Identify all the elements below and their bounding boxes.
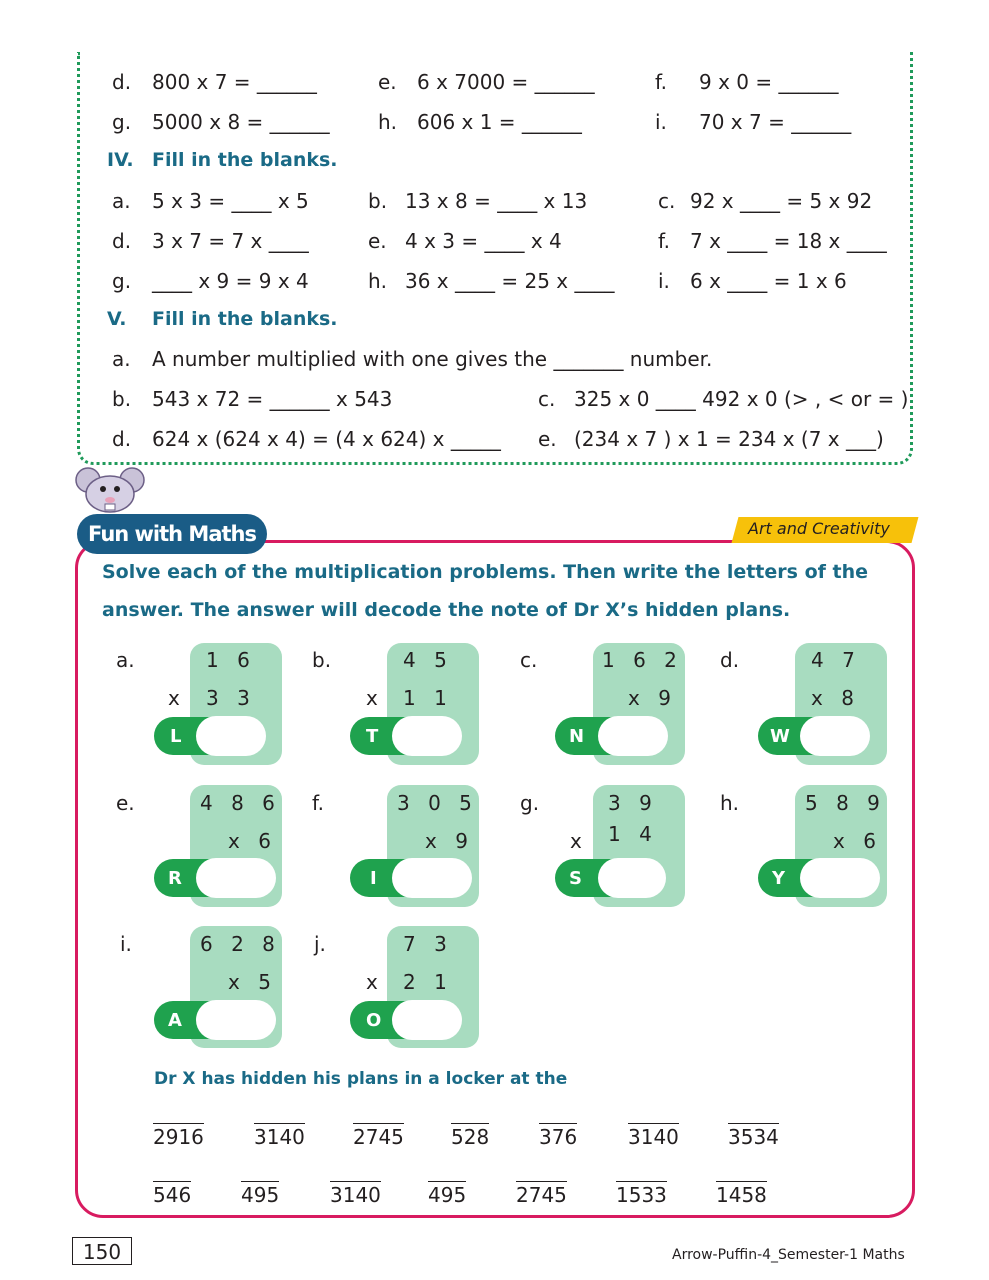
code-number: 3140 [254,1125,305,1149]
answer-letter: N [569,726,585,747]
item-text: A number multiplied with one gives the _______ number. [152,347,713,371]
problem-bottom-number: x 5 [228,970,277,994]
code-number: 495 [428,1183,467,1207]
item-text: 13 x 8 = ____ x 13 [405,189,588,213]
item-text: 5 x 3 = ____ x 5 [152,189,309,213]
answer-box[interactable] [392,716,462,756]
problem-label: f. [312,791,324,815]
item-text: (234 x 7 ) x 1 = 234 x (7 x ___) [574,427,884,451]
problem-bottom-number: 1 4 [608,822,658,846]
section-number: V. [107,308,127,330]
answer-box[interactable] [196,858,276,898]
item-text: 4 x 3 = ____ x 4 [405,229,562,253]
item-label: i. [658,269,670,293]
code-number: 376 [539,1125,578,1149]
item-text: 36 x ____ = 25 x ____ [405,269,615,293]
item-text: 800 x 7 = ______ [152,70,317,94]
code-number: 528 [451,1125,490,1149]
code-number: 2916 [153,1125,204,1149]
problem-top-number: 3 9 [608,791,658,815]
problem-bottom-number: 2 1 [403,970,453,994]
answer-box[interactable] [392,1000,462,1040]
item-text: 606 x 1 = ______ [417,110,582,134]
item-label: d. [112,229,132,253]
problem-label: d. [720,648,740,672]
answer-letter: Y [772,868,786,889]
problem-label: c. [520,648,538,672]
answer-letter: O [366,1010,382,1031]
problem-top-number: 3 0 5 [397,791,478,815]
answer-letter: I [370,868,377,889]
item-label: g. [112,269,132,293]
item-text: 7 x ____ = 18 x ____ [690,229,887,253]
item-text: 5000 x 8 = ______ [152,110,330,134]
footer-text: Arrow-Puffin-4_Semester-1 Maths [672,1247,905,1263]
item-text: ____ x 9 = 9 x 4 [152,269,309,293]
problem-top-number: 4 7 [811,648,861,672]
section-number: IV. [107,149,134,171]
code-number: 3534 [728,1125,779,1149]
item-label: c. [658,189,676,213]
item-label: a. [112,189,131,213]
item-label: e. [538,427,557,451]
item-text: 6 x 7000 = ______ [417,70,595,94]
problem-label: e. [116,791,135,815]
mouse-mascot-icon [74,464,146,518]
item-text: 92 x ____ = 5 x 92 [690,189,873,213]
problem-bottom-number: 3 3 [206,686,256,710]
answer-box[interactable] [196,716,266,756]
art-creativity-tag: Art and Creativity [748,519,890,538]
code-number: 3140 [330,1183,381,1207]
answer-box[interactable] [598,716,668,756]
item-text: 624 x (624 x 4) = (4 x 624) x _____ [152,427,501,451]
fun-with-maths-tab: Fun with Maths [77,514,267,554]
item-label: a. [112,347,131,371]
item-label: c. [538,387,556,411]
item-label: f. [658,229,670,253]
problem-label: a. [116,648,135,672]
problem-top-number: 1 6 2 [602,648,683,672]
item-label: e. [378,70,397,94]
item-label: b. [368,189,388,213]
code-number: 3140 [628,1125,679,1149]
answer-letter: T [366,726,379,747]
clue-text: Dr X has hidden his plans in a locker at the [154,1069,568,1089]
problem-bottom-number: x 9 [628,686,677,710]
item-label: f. [655,70,667,94]
answer-letter: R [168,868,182,889]
problem-label: h. [720,791,740,815]
answer-letter: L [170,726,182,747]
item-label: h. [368,269,388,293]
problem-bottom-number: x 8 [811,686,860,710]
problem-top-number: 5 8 9 [805,791,886,815]
code-number: 2745 [516,1183,567,1207]
section-title: Fill in the blanks. [152,308,338,330]
item-label: i. [655,110,667,134]
item-text: 543 x 72 = ______ x 543 [152,387,393,411]
item-text: 3 x 7 = 7 x ____ [152,229,309,253]
problem-label: j. [314,932,326,956]
item-text: 9 x 0 = ______ [699,70,839,94]
section-title: Fill in the blanks. [152,149,338,171]
answer-box[interactable] [800,858,880,898]
problem-top-number: 4 5 [403,648,453,672]
item-text: 70 x 7 = ______ [699,110,852,134]
answer-box[interactable] [196,1000,276,1040]
code-number: 495 [241,1183,280,1207]
page-number: 150 [72,1237,132,1265]
code-number: 2745 [353,1125,404,1149]
multiply-sign: x [168,686,180,710]
multiply-sign: x [366,686,378,710]
multiply-sign: x [366,970,378,994]
item-text: 325 x 0 ____ 492 x 0 (> , < or = ) [574,387,909,411]
answer-letter: A [168,1010,182,1031]
instructions-line-1: Solve each of the multiplication problems. Then write the letters of the [102,561,869,583]
problem-top-number: 7 3 [403,932,453,956]
problem-top-number: 4 8 6 [200,791,281,815]
item-label: d. [112,70,132,94]
code-number: 1533 [616,1183,667,1207]
problem-label: g. [520,791,540,815]
problem-bottom-number: x 6 [833,829,882,853]
multiply-sign: x [570,829,582,853]
item-label: d. [112,427,132,451]
answer-box[interactable] [598,858,666,898]
answer-letter: S [569,868,582,889]
item-text: 6 x ____ = 1 x 6 [690,269,847,293]
item-label: g. [112,110,132,134]
problem-label: b. [312,648,332,672]
item-label: h. [378,110,398,134]
problem-bottom-number: x 6 [228,829,277,853]
answer-letter: W [770,726,790,747]
item-label: b. [112,387,132,411]
answer-box[interactable] [392,858,472,898]
problem-top-number: 6 2 8 [200,932,281,956]
problem-bottom-number: 1 1 [403,686,453,710]
instructions-line-2: answer. The answer will decode the note of Dr X’s hidden plans. [102,599,791,621]
item-label: e. [368,229,387,253]
answer-box[interactable] [800,716,870,756]
code-number: 546 [153,1183,192,1207]
problem-top-number: 1 6 [206,648,256,672]
problem-label: i. [120,932,132,956]
code-number: 1458 [716,1183,767,1207]
problem-bottom-number: x 9 [425,829,474,853]
